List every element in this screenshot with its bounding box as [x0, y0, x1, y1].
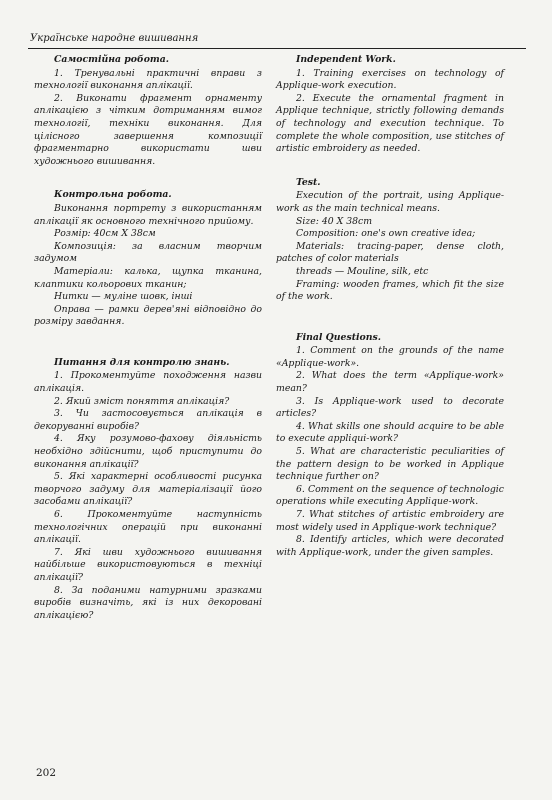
paragraph: Execution of the portrait, using Applique-work as the main technical means. — [276, 190, 504, 214]
question-item: 2. What does the term «Applique-work» mean? — [276, 370, 504, 395]
paragraph: Виконання портрету з використанням аплікації як основного технічного прийому. — [34, 202, 262, 227]
question-item: 8. За поданими натурними зразками виробів визначіть, які із них декоровані аплікацією? — [34, 584, 262, 621]
question-item: 2. Який зміст поняття аплікація? — [54, 395, 230, 407]
paragraph: Нитки — муліне шовк, інші — [54, 291, 193, 303]
page-number: 202 — [36, 767, 57, 779]
test-section-ua — [34, 189, 262, 329]
right-column — [276, 54, 504, 559]
paragraph: Composition: one's own creative idea; — [296, 228, 476, 240]
paragraph: Size: 40 X 38cm — [296, 215, 373, 227]
paragraph: threads — Mouline, silk, etc — [296, 265, 429, 277]
section-heading: Самостійна робота. — [54, 54, 170, 65]
question-item: 6. Прокоментуйте наступність технологічних операцій при виконанні аплікації. — [34, 509, 262, 546]
paragraph: 1. Training exercises on technology of Applique-work execution. — [276, 67, 504, 92]
question-item: 6. Comment on the sequence of technologic operations while executing Applique-work. — [276, 483, 504, 508]
independent-work-section-en — [276, 54, 504, 156]
paragraph: Framing: wooden frames, which fit the size of the work. — [276, 278, 504, 303]
questions-section-ua — [34, 357, 262, 622]
test-section-en — [276, 177, 504, 304]
section-heading: Independent Work. — [296, 54, 396, 65]
question-item: 4. Яку розумово-фахову діяльність необхідно здійснити, щоб приступити до виконання аплікації? — [34, 433, 262, 470]
question-item: 4. What skills one should acquire to be able to execute appliqui-work? — [276, 420, 504, 445]
question-item: 3. Чи застосовується аплікація в декоруванні виробів? — [34, 408, 262, 432]
question-item: 5. What are characteristic peculiarities of the pattern design to be worked in Applique technique further on? — [276, 446, 504, 483]
question-item: 1. Comment on the grounds of the name «Applique-work». — [276, 345, 504, 369]
paragraph: Розмір: 40см Х 38см — [54, 228, 156, 240]
paragraph: Матеріали: калька, щупка тканина, клаптики кольорових тканин; — [34, 265, 262, 290]
question-item: 8. Identify articles, which were decorated with Applique-work, under the given samples. — [276, 534, 504, 558]
header-rule — [28, 48, 526, 49]
left-column — [34, 54, 262, 622]
question-item: 7. Які шви художнього вишивання найбільше використовуються в техніці аплікації? — [34, 546, 262, 583]
question-item: 3. Is Applique-work used to decorate articles? — [276, 395, 504, 420]
paragraph: Materials: tracing-paper, dense cloth, patches of color materials — [276, 240, 504, 265]
question-item: 1. Прокоментуйте походження назви аплікація. — [34, 370, 262, 395]
paragraph: Оправа — рамки дерев'яні відповідно до розміру завдання. — [34, 303, 262, 328]
question-item: 7. What stitches of artistic embroidery are most widely used in Applique-work technique? — [276, 509, 504, 533]
paragraph: 1. Тренувальні практичні вправи з технології виконання аплікації. — [34, 67, 262, 92]
independent-work-section-ua — [34, 54, 262, 168]
question-item: 5. Які характерні особливості рисунка творчого задуму для матеріалізації його засобами аплікації? — [34, 471, 262, 508]
section-heading: Питання для контролю знань. — [54, 356, 230, 368]
running-title: Українське народне вишивання — [30, 33, 199, 44]
paragraph: Композиція: за власним творчим задумом — [34, 240, 262, 265]
paragraph: 2. Виконати фрагмент орнаменту аплікацією з чітким дотриманням вимог технології, техніки виконання. Для цілісного завершення композиції фрагментарно використати шви художнього вишивання. — [34, 92, 262, 167]
section-heading: Final Questions. — [296, 331, 381, 343]
section-heading: Test. — [296, 176, 321, 188]
section-heading: Контрольна робота. — [54, 189, 172, 201]
questions-section-en — [276, 332, 504, 560]
paragraph: 2. Execute the ornamental fragment in Applique technique, strictly following demands of technology and execution technique. To complete the whole composition, use stitches of artistic embroidery as needed. — [276, 92, 504, 155]
